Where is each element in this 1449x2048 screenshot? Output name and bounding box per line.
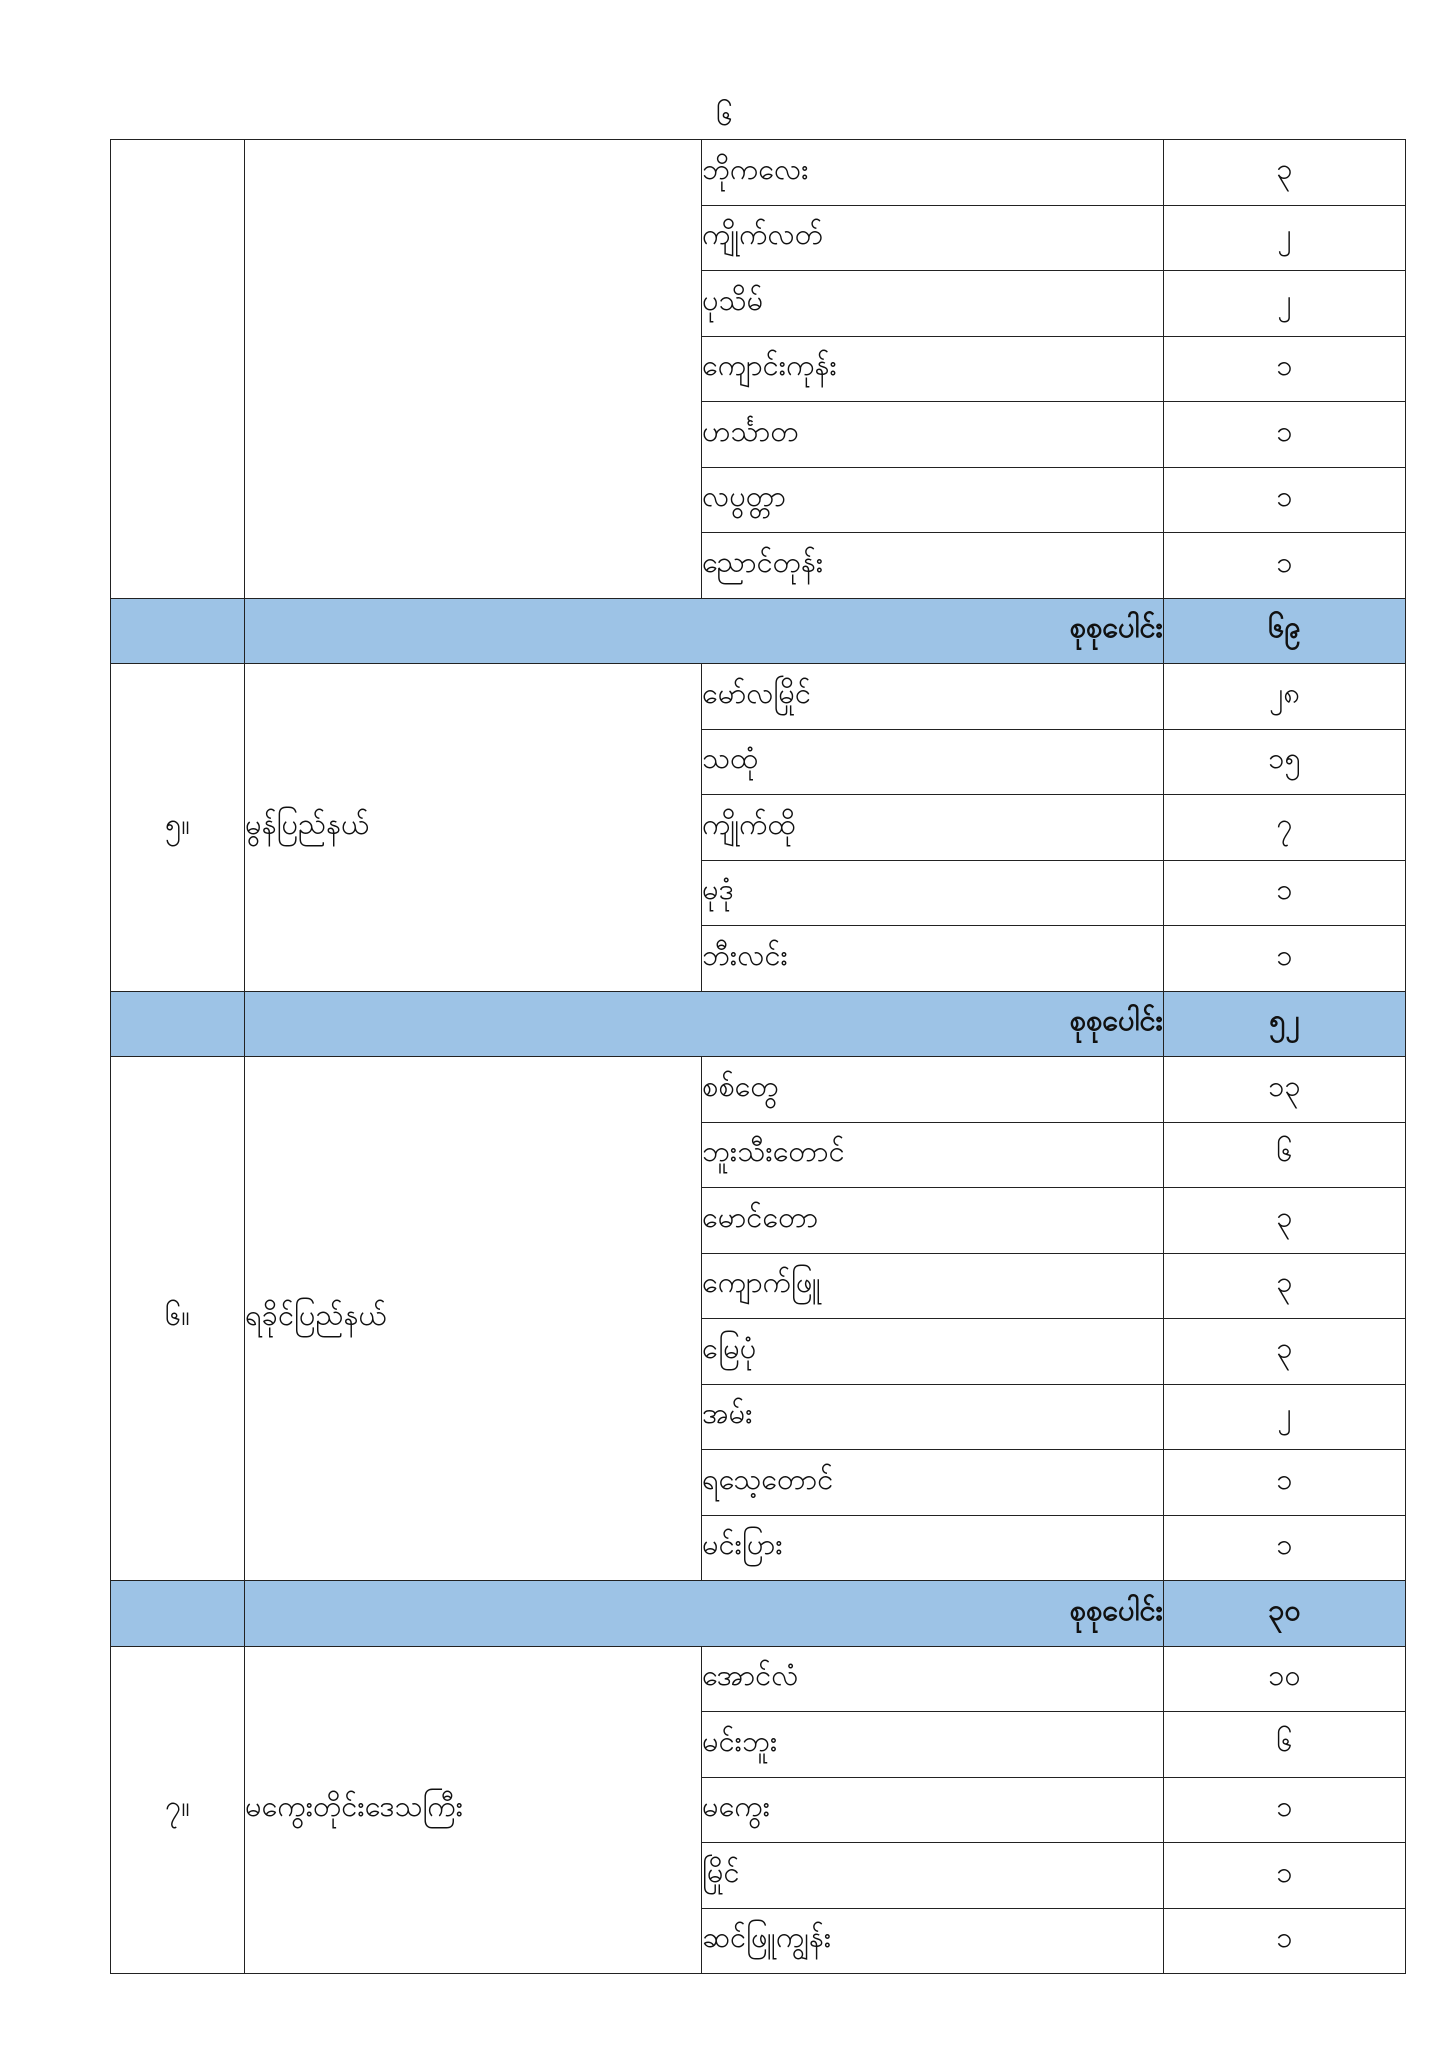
township-count: ၁ <box>1164 1450 1406 1516</box>
township-name: စစ်တွေ <box>702 1057 1164 1123</box>
township-name: ဘိုကလေး <box>702 140 1164 206</box>
township-name: အောင်လံ <box>702 1646 1164 1712</box>
township-name: ရသေ့တောင် <box>702 1450 1164 1516</box>
township-name: မော်လမြိုင် <box>702 664 1164 730</box>
township-count: ၁ <box>1164 1843 1406 1909</box>
township-count: ၃ <box>1164 140 1406 206</box>
township-name: မင်းပြား <box>702 1515 1164 1581</box>
table-row <box>111 140 1406 206</box>
township-name: ကျိုက်ထို <box>702 795 1164 861</box>
township-count: ၁ <box>1164 1777 1406 1843</box>
subtotal-blank-cell <box>111 598 245 664</box>
region-name: ရခိုင်ပြည်နယ် <box>245 1057 702 1581</box>
subtotal-row <box>111 1581 1406 1647</box>
township-name: ကျိုက်လတ် <box>702 205 1164 271</box>
township-name: ညောင်တုန်း <box>702 533 1164 599</box>
township-count: ၆ <box>1164 1712 1406 1778</box>
township-count: ၁ <box>1164 1908 1406 1974</box>
page-number: ၆ <box>716 98 733 133</box>
township-count: ၇ <box>1164 795 1406 861</box>
township-name: ကျောင်းကုန်း <box>702 336 1164 402</box>
subtotal-label: စုစုပေါင်း <box>245 991 1164 1057</box>
township-name: သထုံ <box>702 729 1164 795</box>
township-count: ၁၃ <box>1164 1057 1406 1123</box>
township-name: ဘူးသီးတောင် <box>702 1122 1164 1188</box>
township-count: ၁၀ <box>1164 1646 1406 1712</box>
subtotal-row <box>111 598 1406 664</box>
township-count: ၂ <box>1164 1384 1406 1450</box>
township-count: ၃ <box>1164 1188 1406 1254</box>
township-count: ၁ <box>1164 1515 1406 1581</box>
subtotal-value: ၃၀ <box>1164 1581 1406 1647</box>
township-count: ၁ <box>1164 467 1406 533</box>
township-count: ၃ <box>1164 1319 1406 1385</box>
township-name: ပုသိမ် <box>702 271 1164 337</box>
township-count: ၁ <box>1164 402 1406 468</box>
table-row <box>111 1057 1406 1123</box>
township-name: ဟင်္သာတ <box>702 402 1164 468</box>
subtotal-blank-cell <box>111 991 245 1057</box>
township-name: ကျောက်ဖြူ <box>702 1253 1164 1319</box>
township-count-table <box>110 139 1406 1974</box>
group-number: ၆။ <box>111 1057 245 1581</box>
group-number <box>111 140 245 599</box>
township-count: ၂ <box>1164 271 1406 337</box>
township-name: ဆင်ဖြူကျွန်း <box>702 1908 1164 1974</box>
township-name: မြိုင် <box>702 1843 1164 1909</box>
township-name: မုဒုံ <box>702 860 1164 926</box>
township-count: ၁ <box>1164 926 1406 992</box>
township-count: ၆ <box>1164 1122 1406 1188</box>
township-count: ၃ <box>1164 1253 1406 1319</box>
subtotal-value: ၆၉ <box>1164 598 1406 664</box>
township-name: မင်းဘူး <box>702 1712 1164 1778</box>
subtotal-row <box>111 991 1406 1057</box>
subtotal-label: စုစုပေါင်း <box>245 598 1164 664</box>
subtotal-value: ၅၂ <box>1164 991 1406 1057</box>
township-name: ဘီးလင်း <box>702 926 1164 992</box>
township-count: ၁ <box>1164 860 1406 926</box>
table-row <box>111 664 1406 730</box>
township-name: မြေပုံ <box>702 1319 1164 1385</box>
township-count: ၂ <box>1164 205 1406 271</box>
region-name: မကွေးတိုင်းဒေသကြီး <box>245 1646 702 1974</box>
township-count: ၂၈ <box>1164 664 1406 730</box>
township-count: ၁၅ <box>1164 729 1406 795</box>
subtotal-blank-cell <box>111 1581 245 1647</box>
township-name: မကွေး <box>702 1777 1164 1843</box>
township-count: ၁ <box>1164 336 1406 402</box>
group-number: ၇။ <box>111 1646 245 1974</box>
group-number: ၅။ <box>111 664 245 992</box>
township-name: အမ်း <box>702 1384 1164 1450</box>
township-name: မောင်တော <box>702 1188 1164 1254</box>
subtotal-label: စုစုပေါင်း <box>245 1581 1164 1647</box>
region-name <box>245 140 702 599</box>
region-name: မွန်ပြည်နယ် <box>245 664 702 992</box>
township-name: လပွတ္တာ <box>702 467 1164 533</box>
township-count: ၁ <box>1164 533 1406 599</box>
table-row <box>111 1646 1406 1712</box>
